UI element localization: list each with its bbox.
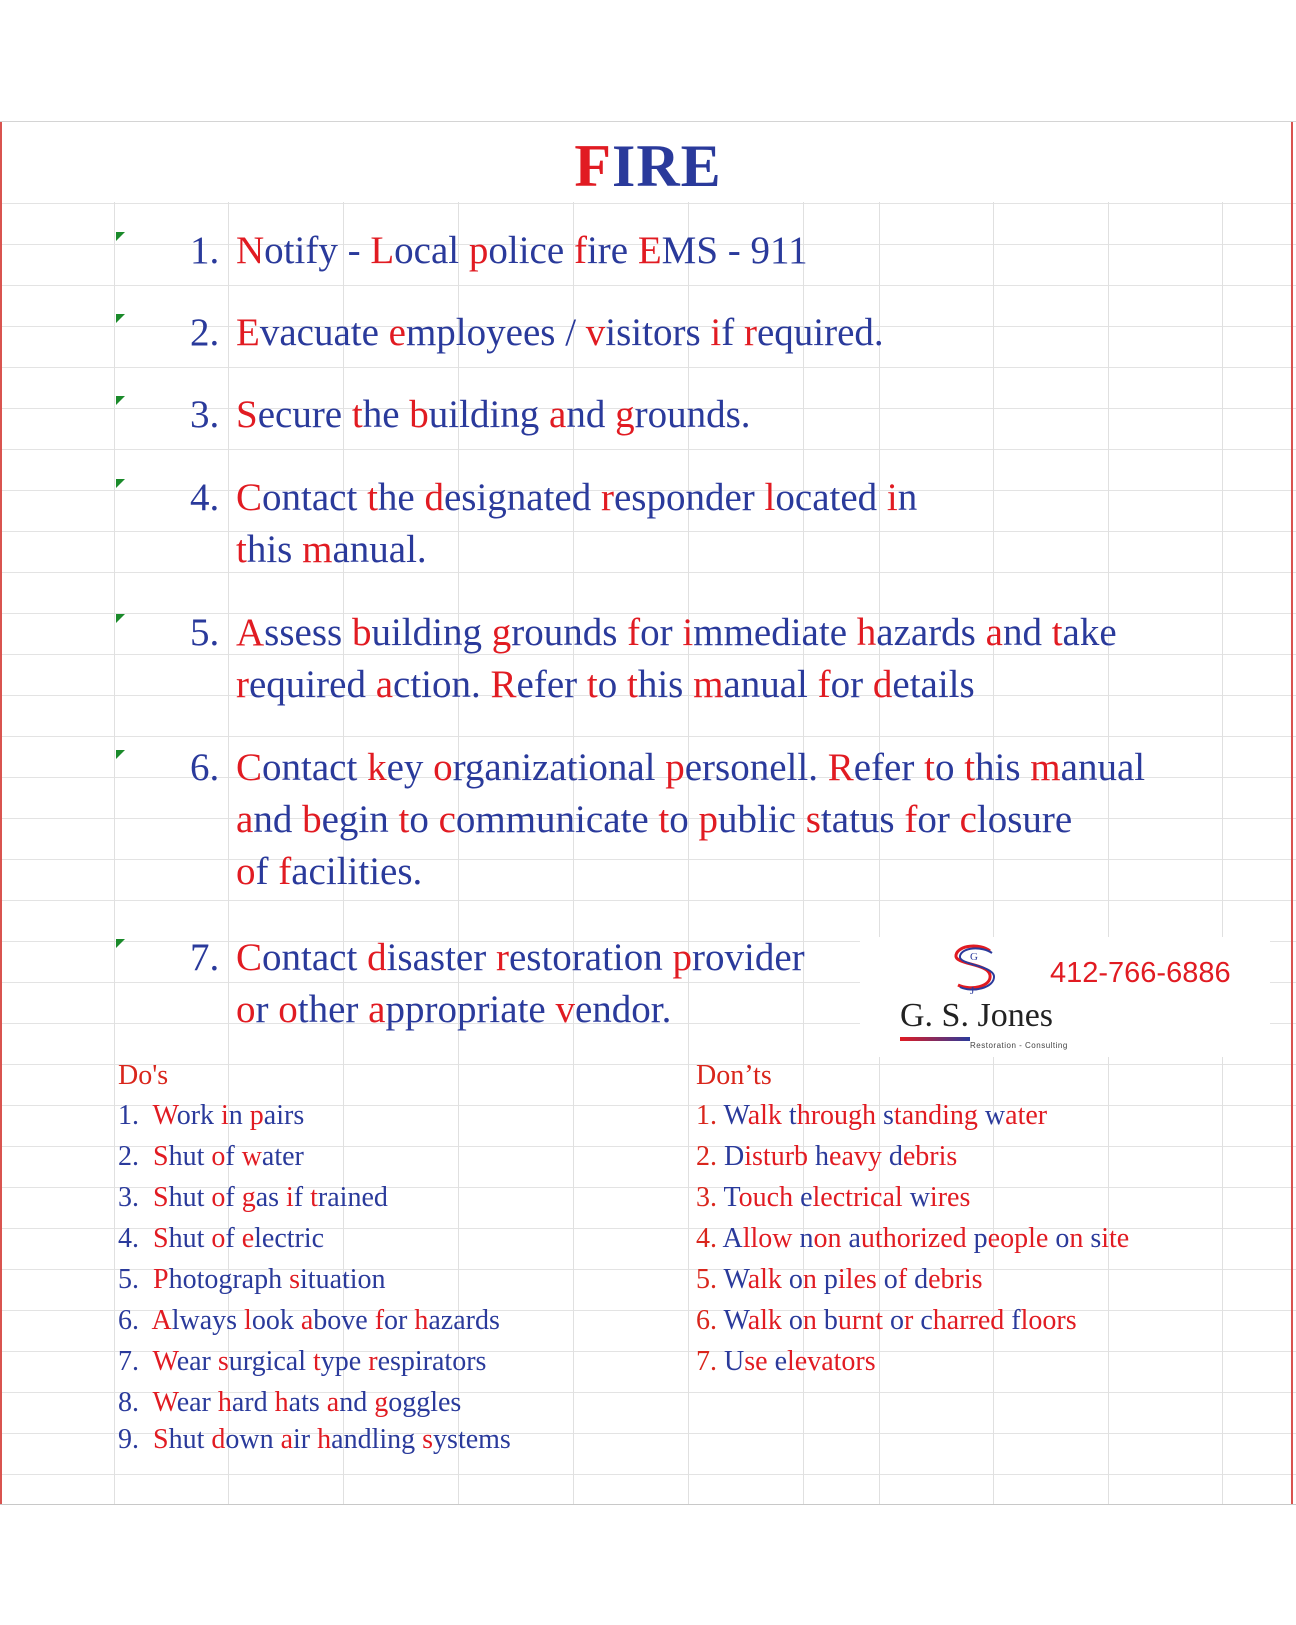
donts-item — [696, 1262, 983, 1298]
worksheet — [0, 121, 1296, 1505]
step-text-continued: this manual. — [236, 528, 427, 571]
item-text: Touch electrical wires — [723, 1182, 971, 1213]
item-text: Disturb heavy debris — [724, 1141, 958, 1172]
right-border — [1291, 122, 1293, 1504]
donts-item — [696, 1139, 957, 1175]
item-text: Allow non authorized people on site — [722, 1223, 1130, 1254]
step-number: 6. — [190, 746, 220, 789]
step-text: Secure the building and grounds. — [236, 393, 751, 436]
donts-item — [696, 1180, 970, 1216]
step-number: 4. — [190, 476, 220, 519]
cell-marker-icon — [116, 314, 125, 323]
dos-item — [118, 1303, 500, 1339]
item-number: 6. — [696, 1305, 717, 1336]
item-number: 2. — [118, 1141, 139, 1172]
company-name: G. S. Jones — [900, 997, 1054, 1034]
step-text: Assess building grounds for immediate hazards and take — [236, 611, 1117, 654]
item-number: 1. — [696, 1100, 717, 1131]
step-text: Evacuate employees / visitors if required. — [236, 311, 884, 354]
dos-item — [118, 1098, 304, 1134]
item-text: Wear surgical type respirators — [152, 1346, 487, 1377]
left-border — [0, 122, 2, 1504]
item-text: Use elevators — [724, 1346, 876, 1377]
cell-marker-icon — [116, 232, 125, 241]
svg-text:G: G — [970, 951, 978, 963]
step-4 — [190, 472, 1270, 576]
step-6 — [190, 742, 1270, 898]
donts-item — [696, 1221, 1129, 1257]
item-number: 9. — [118, 1424, 139, 1455]
step-5 — [190, 607, 1270, 711]
donts-header: Don’ts — [696, 1060, 772, 1091]
item-text: Work in pairs — [152, 1100, 305, 1131]
cell-marker-icon — [116, 614, 125, 623]
step-number: 7. — [190, 936, 220, 979]
item-text: Walk on piles of debris — [723, 1264, 983, 1295]
item-number: 4. — [696, 1223, 717, 1254]
step-number: 3. — [190, 393, 220, 436]
grid-column-line — [114, 202, 115, 1504]
donts-item — [696, 1098, 1047, 1134]
dos-item — [118, 1422, 511, 1458]
item-number: 7. — [118, 1346, 139, 1377]
page-title — [0, 132, 1296, 201]
item-number: 3. — [696, 1182, 717, 1213]
company-tagline: Restoration - Consulting — [970, 1041, 1068, 1050]
item-number: 5. — [118, 1264, 139, 1295]
cell-marker-icon — [116, 396, 125, 405]
step-1 — [190, 225, 1270, 277]
dos-item — [118, 1180, 388, 1216]
item-text: Wear hard hats and goggles — [152, 1387, 462, 1418]
step-7 — [190, 932, 840, 1036]
gsj-monogram-icon — [950, 943, 1000, 995]
dos-item — [118, 1139, 304, 1175]
cell-marker-icon — [116, 939, 125, 948]
step-3 — [190, 389, 1270, 441]
svg-text:J: J — [970, 985, 975, 995]
step-text-continued: or other appropriate vendor. — [236, 988, 672, 1031]
step-number: 2. — [190, 311, 220, 354]
cell-marker-icon — [116, 479, 125, 488]
step-number: 5. — [190, 611, 220, 654]
dos-item — [118, 1344, 486, 1380]
phone-number: 412-766-6886 — [1050, 957, 1231, 989]
item-number: 1. — [118, 1100, 139, 1131]
step-text: Contact key organizational personell. Refer to this manual — [236, 746, 1146, 789]
dos-item — [118, 1221, 324, 1257]
company-logo — [860, 937, 1270, 1057]
item-text: Shut of electric — [153, 1223, 325, 1254]
item-text: Shut down air handling systems — [153, 1424, 511, 1455]
item-text: Photograph situation — [153, 1264, 386, 1295]
step-text-continued: of facilities. — [236, 850, 423, 893]
item-number: 7. — [696, 1346, 717, 1377]
item-number: 8. — [118, 1387, 139, 1418]
item-text: Walk through standing water — [723, 1100, 1048, 1131]
item-number: 3. — [118, 1182, 139, 1213]
item-text: Walk on burnt or charred floors — [723, 1305, 1077, 1336]
item-number: 4. — [118, 1223, 139, 1254]
step-text-continued: and begin to communicate to public status for closure — [236, 798, 1073, 841]
item-number: 6. — [118, 1305, 139, 1336]
logo-bar — [900, 1037, 970, 1041]
step-text: Contact the designated responder located in — [236, 476, 918, 519]
item-number: 5. — [696, 1264, 717, 1295]
title-initial: F — [574, 133, 612, 199]
cell-marker-icon — [116, 750, 125, 759]
step-number: 1. — [190, 229, 220, 272]
item-text: Shut of water — [153, 1141, 304, 1172]
dos-header: Do's — [118, 1060, 169, 1091]
dos-item — [118, 1385, 461, 1421]
item-number: 2. — [696, 1141, 717, 1172]
step-text: Contact disaster restoration provider — [236, 936, 805, 979]
dos-item — [118, 1262, 386, 1298]
step-text: Notify - Local police fire EMS - 911 — [236, 229, 808, 272]
donts-item — [696, 1303, 1077, 1339]
item-text: Shut of gas if trained — [153, 1182, 388, 1213]
item-text: Always look above for hazards — [151, 1305, 500, 1336]
step-text-continued: required action. Refer to this manual for details — [236, 663, 975, 706]
step-2 — [190, 307, 1270, 359]
title-rest: IRE — [611, 133, 722, 199]
donts-item — [696, 1344, 876, 1380]
